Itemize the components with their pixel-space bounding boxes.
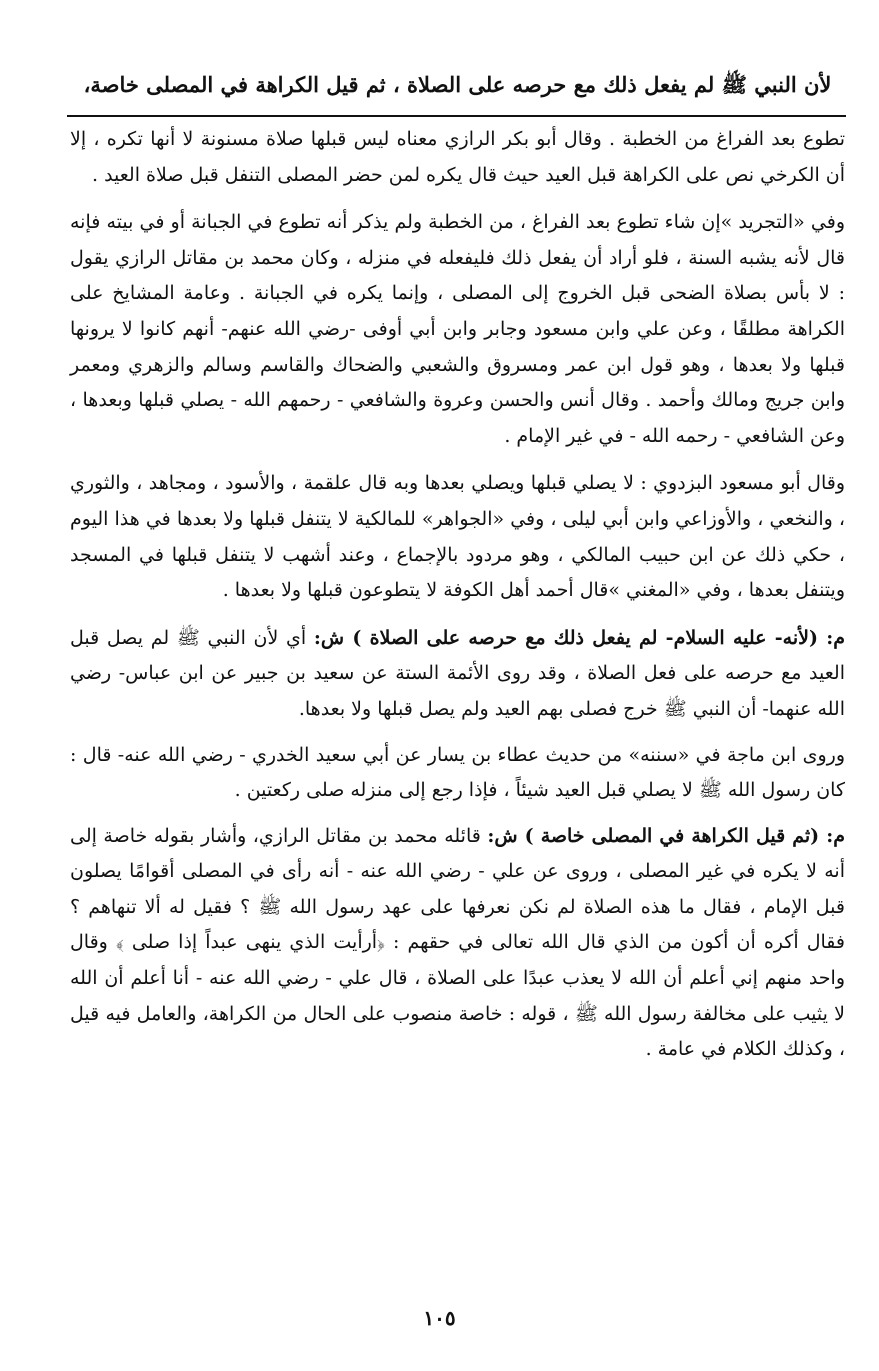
paragraph-4 xyxy=(70,621,845,728)
body-text xyxy=(70,122,845,1080)
running-header: لأن النبي ﷺ لم يفعل ذلك مع حرصه على الصلاة ، ثم قيل الكراهة في المصلى خاصة، xyxy=(83,72,832,97)
header-rule xyxy=(67,115,846,117)
commentary-text: أي لأن النبي ﷺ لم يصل قبل العيد مع حرصه على فعل الصلاة ، وقد روى الأئمة الستة عن سعيد بن جبير عن ابن عباس- رضي الله عنهما- أن النبي ﷺ خرج فصلى بهم العيد ولم يصل قبلها ولا بعدها. xyxy=(70,626,845,720)
paragraph-6 xyxy=(70,819,845,1068)
commentary-text: قائله محمد بن مقاتل الرازي، وأشار بقوله خاصة إلى أنه لا يكره في غير المصلى ، وروى عن علي - رضي الله عنه - أنه رأى في المصلى أقوامًا يصلون قبل الإمام ، فقال ما هذه الصلاة لم نكن نعرفها على عهد رسول الله ﷺ ؟ فقيل له ألا تنهاهم ؟ فقال أكره أن أكون من الذي قال الله تعالى في حقهم : ﴿أرأيت الذي ينهى عبداً إذا صلى ﴾ وقال واحد منهم إني أعلم أن الله لا يعذب عبدًا على الصلاة ، قال علي - رضي الله عنه - أنا أعلم أن الله لا يثيب على مخالفة رسول الله ﷺ ، قوله : خاصة منصوب على الحال من الكراهة، والعامل فيه قيل ، وكذلك الكلام في عامة . xyxy=(70,824,845,1061)
commentary-lead: م: (ثم قيل الكراهة في المصلى خاصة ) ش: xyxy=(487,824,845,847)
commentary-lead: م: (لأنه- عليه السلام- لم يفعل ذلك مع حرصه على الصلاة ) ش: xyxy=(313,626,845,649)
paragraph-1: تطوع بعد الفراغ من الخطبة . وقال أبو بكر الرازي معناه ليس قبلها صلاة مسنونة لا أنها تكره ، إلا أن الكرخي نص على الكراهة قبل العيد حيث قال يكره لمن حضر المصلى التنفل قبل صلاة العيد . xyxy=(70,128,845,186)
paragraph-3: وقال أبو مسعود البزدوي : لا يصلي قبلها ويصلي بعدها وبه قال علقمة ، والأسود ، ومجاهد ، والثوري ، والنخعي ، والأوزاعي وابن أبي ليلى ، وفي «الجواهر» للمالكية لا يتنفل قبلها ولا بعدها في هذا اليوم ، حكي ذلك عن ابن حبيب المالكي ، وهو مردود بالإجماع ، وعند أشهب لا يتنفل قبلها في المسجد ويتنفل بعدها ، وفي «المغني »قال أحمد أهل الكوفة لا يتطوعون قبلها ولا بعدها . xyxy=(70,472,845,602)
paragraph-5: وروى ابن ماجة في «سننه» من حديث عطاء بن يسار عن أبي سعيد الخدري - رضي الله عنه- قال : كان رسول الله ﷺ لا يصلي قبل العيد شيئاً ، فإذا رجع إلى منزله صلى ركعتين . xyxy=(70,743,845,802)
paragraph-2: وفي «التجريد »إن شاء تطوع بعد الفراغ ، من الخطبة ولم يذكر أنه تطوع في الجبانة أو في بيته فإنه قال لأنه يشبه السنة ، فلو أراد أن يفعل ذلك فليفعله في منزله ، وكان محمد بن مقاتل الرازي يقول : لا بأس بصلاة الضحى قبل الخروج إلى المصلى ، وإنما يكره في الجبانة . وعامة المشايخ على الكراهة مطلقًا ، وعن علي وابن مسعود وجابر وابن أبي أوفى -رضي الله عنهم- أنهم كانوا لا يرونها قبلها ولا بعدها ، وهو قول ابن عمر ومسروق والشعبي والضحاك والقاسم وسالم والزهري ومعمر وابن جريج ومالك وأحمد . وقال أنس والحسن وعروة والشافعي - رحمهم الله - يصلي قبلها وبعدها ، وعن الشافعي - رحمه الله - في غير الإمام . xyxy=(70,211,845,447)
page-number: ١٠٥ xyxy=(423,1306,456,1330)
